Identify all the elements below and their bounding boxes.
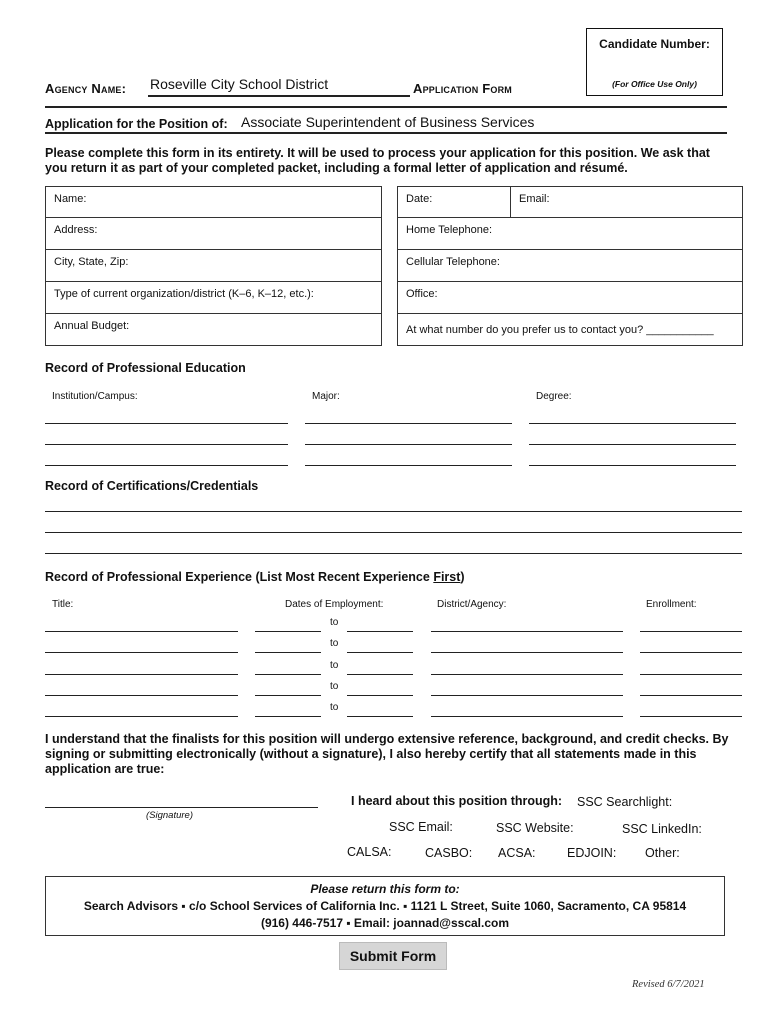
degree-line-1[interactable] — [529, 423, 736, 424]
dates-column-label: Dates of Employment: — [285, 599, 384, 610]
candidate-number-label: Candidate Number: — [599, 37, 710, 51]
experience-section-title — [45, 570, 465, 584]
institution-line-1[interactable] — [45, 423, 288, 424]
experience-title-end: ) — [460, 570, 465, 584]
return-address: Search Advisors ▪ c/o School Services of California Inc. ▪ 1121 L Street, Suite 1060, Sacramento, CA 95814 — [83, 899, 687, 913]
cellular-telephone-label: Cellular Telephone: — [406, 256, 500, 268]
candidate-number-box — [586, 28, 723, 96]
signature-label: (Signature) — [146, 810, 193, 821]
header-rule — [45, 106, 727, 108]
city-state-zip-field[interactable] — [45, 249, 382, 282]
contact-preference-label: At what number do you prefer us to contact you? ___________ — [406, 324, 714, 336]
option-edjoin[interactable]: EDJOIN: — [567, 846, 617, 860]
certifications-section-title: Record of Certifications/Credentials — [45, 479, 259, 493]
enrollment-line-3[interactable] — [640, 674, 742, 675]
return-address-box — [45, 876, 725, 936]
office-field[interactable] — [397, 281, 743, 314]
enrollment-line-4[interactable] — [640, 695, 742, 696]
option-acsa[interactable]: ACSA: — [498, 846, 536, 860]
major-line-3[interactable] — [305, 465, 512, 466]
title-line-4[interactable] — [45, 695, 238, 696]
option-casbo[interactable]: CASBO: — [425, 846, 473, 860]
enrollment-line-5[interactable] — [640, 716, 742, 717]
date-start-line-2[interactable] — [255, 652, 321, 653]
submit-form-button[interactable]: Submit Form — [339, 942, 447, 970]
email-field[interactable] — [510, 186, 743, 218]
certification-line-1[interactable] — [45, 511, 742, 512]
instructions-text: Please complete this form in its entirety. It will be used to process your application for this position. We ask that you return it as part of your completed packet, including a formal letter of application and résumé. — [45, 146, 710, 175]
district-column-label: District/Agency: — [437, 599, 507, 610]
district-line-1[interactable] — [431, 631, 623, 632]
date-start-line-3[interactable] — [255, 674, 321, 675]
title-line-1[interactable] — [45, 631, 238, 632]
date-to-label: to — [330, 617, 339, 628]
date-end-line-4[interactable] — [347, 695, 413, 696]
return-heading: Please return this form to: — [310, 882, 460, 896]
major-line-1[interactable] — [305, 423, 512, 424]
date-to-label: to — [330, 638, 339, 649]
date-end-line-2[interactable] — [347, 652, 413, 653]
organization-type-field[interactable] — [45, 281, 382, 314]
major-column-label: Major: — [312, 391, 340, 402]
option-ssc-email[interactable]: SSC Email: — [389, 820, 453, 834]
date-start-line-5[interactable] — [255, 716, 321, 717]
address-field[interactable] — [45, 217, 382, 250]
position-value[interactable]: Associate Superintendent of Business Services — [241, 114, 535, 130]
option-other[interactable]: Other: — [645, 846, 680, 860]
certification-statement: I understand that the finalists for this position will undergo extensive reference, background, and credit checks. By signing or submitting electronically (without a signature), I also hereby certify that all statements made in this application are true: — [45, 732, 729, 776]
annual-budget-field[interactable] — [45, 313, 382, 346]
option-ssc-linkedin[interactable]: SSC LinkedIn: — [622, 822, 702, 836]
name-field[interactable] — [45, 186, 382, 218]
home-telephone-field[interactable] — [397, 217, 743, 250]
experience-title-text: Record of Professional Experience (List Most Recent Experience — [45, 570, 434, 584]
heard-about-label: I heard about this position through: — [351, 794, 563, 808]
district-line-5[interactable] — [431, 716, 623, 717]
option-ssc-searchlight[interactable]: SSC Searchlight: — [577, 795, 673, 809]
position-rule — [45, 132, 727, 134]
district-line-4[interactable] — [431, 695, 623, 696]
title-line-2[interactable] — [45, 652, 238, 653]
title-line-3[interactable] — [45, 674, 238, 675]
certification-line-3[interactable] — [45, 553, 742, 554]
date-end-line-1[interactable] — [347, 631, 413, 632]
position-label: Application for the Position of: — [45, 117, 228, 131]
date-to-label: to — [330, 681, 339, 692]
cellular-telephone-field[interactable] — [397, 249, 743, 282]
return-contact: (916) 446-7517 ▪ Email: joannad@sscal.com — [260, 916, 510, 930]
degree-column-label: Degree: — [536, 391, 572, 402]
institution-column-label: Institution/Campus: — [52, 391, 138, 402]
degree-line-3[interactable] — [529, 465, 736, 466]
date-end-line-3[interactable] — [347, 674, 413, 675]
date-start-line-1[interactable] — [255, 631, 321, 632]
experience-title-emphasis: First — [433, 570, 461, 584]
name-label: Name: — [54, 193, 87, 205]
home-telephone-label: Home Telephone: — [406, 224, 493, 236]
date-to-label: to — [330, 660, 339, 671]
office-label: Office: — [406, 288, 438, 300]
option-calsa[interactable]: CALSA: — [347, 845, 392, 859]
date-label: Date: — [406, 193, 433, 205]
application-form-label: Application Form — [413, 81, 512, 96]
option-ssc-website[interactable]: SSC Website: — [496, 821, 574, 835]
institution-line-2[interactable] — [45, 444, 288, 445]
agency-name-underline — [148, 95, 410, 97]
date-end-line-5[interactable] — [347, 716, 413, 717]
address-label: Address: — [54, 224, 98, 236]
email-label: Email: — [519, 193, 550, 205]
degree-line-2[interactable] — [529, 444, 736, 445]
organization-type-label: Type of current organization/district (K–6, K–12, etc.): — [54, 288, 314, 300]
agency-name-label: Agency Name: — [45, 81, 127, 96]
office-use-note: (For Office Use Only) — [612, 79, 697, 89]
major-line-2[interactable] — [305, 444, 512, 445]
certification-line-2[interactable] — [45, 532, 742, 533]
district-line-3[interactable] — [431, 674, 623, 675]
date-start-line-4[interactable] — [255, 695, 321, 696]
enrollment-column-label: Enrollment: — [646, 599, 697, 610]
annual-budget-label: Annual Budget: — [54, 320, 130, 332]
enrollment-line-1[interactable] — [640, 631, 742, 632]
signature-line[interactable] — [45, 807, 318, 808]
date-field[interactable] — [397, 186, 511, 218]
title-column-label: Title: — [52, 599, 74, 610]
enrollment-line-2[interactable] — [640, 652, 742, 653]
district-line-2[interactable] — [431, 652, 623, 653]
title-line-5[interactable] — [45, 716, 238, 717]
institution-line-3[interactable] — [45, 465, 288, 466]
education-section-title: Record of Professional Education — [45, 361, 246, 375]
agency-name-value[interactable]: Roseville City School District — [150, 76, 329, 92]
contact-preference-field[interactable] — [397, 313, 743, 346]
revised-date: Revised 6/7/2021 — [632, 979, 705, 990]
city-state-zip-label: City, State, Zip: — [54, 256, 129, 268]
date-to-label: to — [330, 702, 339, 713]
